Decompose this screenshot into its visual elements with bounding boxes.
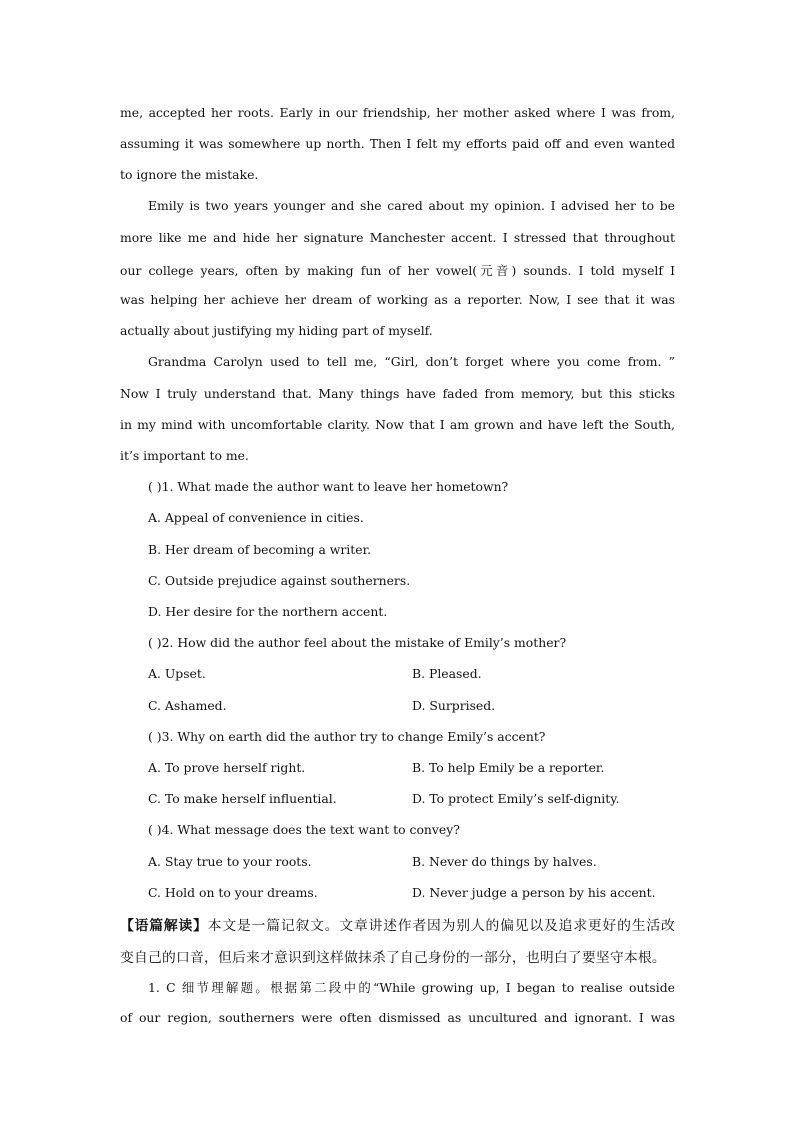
passage-line: actually about justifying my hiding part of myself.: [120, 323, 433, 338]
passage-line: more like me and hide her signature Manchester accent. I stressed that throughout: [120, 230, 675, 245]
passage-line: was helping her achieve her dream of working as a reporter. Now, I see that it was: [120, 292, 675, 307]
question-4-option-b: B. Never do things by halves.: [412, 854, 597, 869]
passage-line: it’s important to me.: [120, 448, 249, 463]
question-2-option-d: D. Surprised.: [412, 698, 496, 713]
question-stem-1: ( )1. What made the author want to leave her hometown?: [148, 479, 509, 494]
passage-line: Emily is two years younger and she cared about my opinion. I advised her to be: [148, 198, 675, 213]
answer-line: 1. C 细节理解题。根据第二段中的“While growing up, I began to realise outside: [148, 980, 675, 995]
question-3-option-c: C. To make herself influential.: [148, 791, 337, 806]
question-3-option-b: B. To help Emily be a reporter.: [412, 760, 605, 775]
passage-line: Grandma Carolyn used to tell me, “Girl, don’t forget where you come from. ”: [148, 354, 675, 369]
passage-line: our college years, often by making fun of her vowel(元音) sounds. I told myself I: [120, 263, 675, 278]
analysis-line-1: [120, 914, 675, 934]
passage-line: to ignore the mistake.: [120, 167, 259, 182]
question-4-option-c: C. Hold on to your dreams.: [148, 885, 318, 900]
passage-line: in my mind with uncomfortable clarity. Now that I am grown and have left the South,: [120, 417, 675, 432]
question-4-option-d: D. Never judge a person by his accent.: [412, 885, 656, 900]
question-3-option-d: D. To protect Emily’s self-dignity.: [412, 791, 620, 806]
question-2-option-c: C. Ashamed.: [148, 698, 227, 713]
passage-line: Now I truly understand that. Many things have faded from memory, but this sticks: [120, 386, 675, 401]
question-stem-2: ( )2. How did the author feel about the mistake of Emily’s mother?: [148, 635, 567, 650]
question-1-option-a: A. Appeal of convenience in cities.: [148, 510, 364, 525]
question-4-option-a: A. Stay true to your roots.: [148, 854, 312, 869]
analysis-label: 【语篇解读】: [120, 918, 208, 934]
question-2-option-a: A. Upset.: [148, 666, 206, 681]
passage-line: me, accepted her roots. Early in our friendship, her mother asked where I was from,: [120, 105, 675, 120]
answer-line: of our region, southerners were often dismissed as uncultured and ignorant. I was: [120, 1010, 675, 1025]
analysis-line-2: 变自己的口音，但后来才意识到这样做抹杀了自己身份的一部分，也明白了要坚守本根。: [120, 950, 666, 966]
question-1-option-b: B. Her dream of becoming a writer.: [148, 542, 372, 557]
passage-line: assuming it was somewhere up north. Then I felt my efforts paid off and even wanted: [120, 136, 675, 151]
question-1-option-d: D. Her desire for the northern accent.: [148, 604, 388, 619]
analysis-text: 本文是一篇记叙文。文章讲述作者因为别人的偏见以及追求更好的生活改: [207, 918, 675, 934]
question-3-option-a: A. To prove herself right.: [148, 760, 306, 775]
question-2-option-b: B. Pleased.: [412, 666, 482, 681]
question-stem-3: ( )3. Why on earth did the author try to change Emily’s accent?: [148, 729, 546, 744]
question-1-option-c: C. Outside prejudice against southerners.: [148, 573, 411, 588]
question-stem-4: ( )4. What message does the text want to convey?: [148, 822, 460, 837]
